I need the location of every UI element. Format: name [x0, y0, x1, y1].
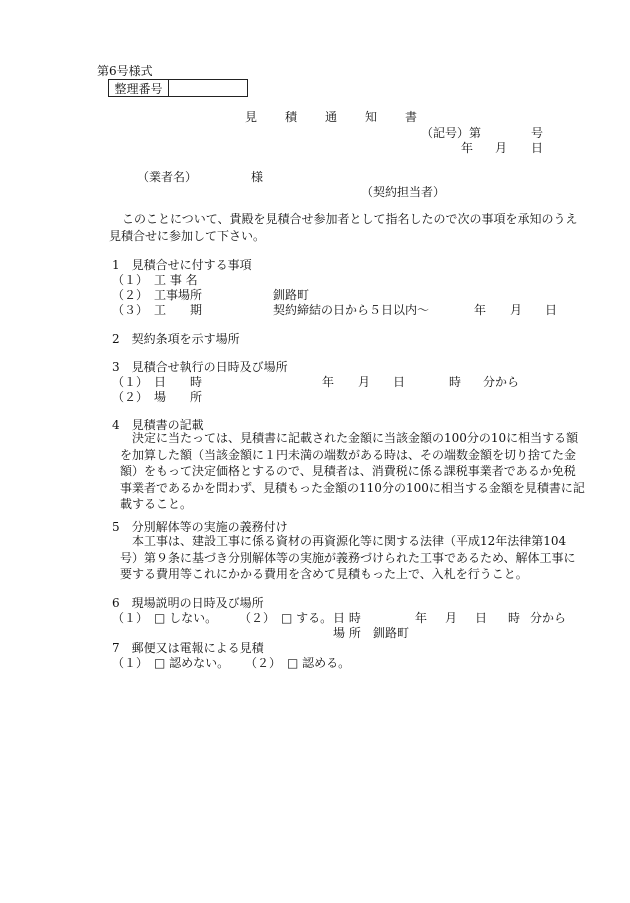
date-day-label: 日: [531, 141, 544, 155]
site-briefing-yes-option[interactable]: （２） □ する。: [239, 611, 333, 625]
execution-datetime-label: （１） 日 時: [112, 375, 203, 389]
date-year-label: 年: [461, 141, 474, 155]
section-1-title: 1 見積合せに付する事項: [112, 258, 252, 272]
title-char: 通: [325, 110, 338, 124]
execution-year-label: 年: [322, 375, 335, 389]
period-month-label: 月: [510, 303, 523, 317]
section-4-line: 載すること。: [120, 497, 193, 511]
briefing-year-label: 年: [415, 611, 428, 625]
briefing-day-label: 日: [475, 611, 488, 625]
briefing-place-value: 釧路町: [373, 626, 410, 640]
construction-period-label: （３） 工 期: [112, 303, 203, 317]
title-char: 書: [405, 110, 418, 124]
section-4-title: 4 見積書の記載: [112, 418, 204, 432]
briefing-place-label: 場 所: [333, 626, 361, 640]
title-char: 見: [245, 110, 258, 124]
mail-telegram-deny-option[interactable]: （１） □ 認めない。: [112, 656, 230, 670]
construction-location-label: （２） 工事場所: [112, 288, 203, 302]
record-number-suffix: 号: [531, 126, 544, 140]
mail-telegram-allow-option[interactable]: （２） □ 認める。: [245, 656, 351, 670]
execution-place-label: （２） 場 所: [112, 390, 203, 404]
execution-month-label: 月: [358, 375, 371, 389]
briefing-datetime-label: 日 時: [333, 611, 361, 625]
section-4-line: 事業者であるかを問わず、見積もった金額の110分の100に相当する金額を見積書に記: [120, 480, 585, 495]
construction-name-label: （１） 工 事 名: [112, 273, 198, 287]
intro-text-line: このことについて、貴殿を見積合せ参加者として指名したので次の事項を承知のうえ: [122, 212, 578, 226]
section-6-title: 6 現場説明の日時及び場所: [112, 596, 264, 610]
reference-number-label: 整理番号: [109, 80, 169, 96]
section-7-title: 7 郵便又は電報による見積: [112, 641, 264, 655]
briefing-minute-label: 分から: [530, 611, 567, 625]
execution-hour-label: 時: [449, 375, 462, 389]
date-month-label: 月: [495, 141, 508, 155]
title-char: 知: [365, 110, 378, 124]
execution-minute-label: 分から: [483, 375, 520, 389]
section-5-line: 本工事は、建設工事に係る資材の再資源化等に関する法律（平成12年法律第104: [120, 534, 567, 548]
execution-day-label: 日: [393, 375, 406, 389]
intro-text-line: 見積合せに参加して下さい。: [109, 229, 266, 243]
reference-number-box: [108, 79, 248, 97]
briefing-hour-label: 時: [508, 611, 521, 625]
section-4-body: [120, 430, 585, 513]
period-day-label: 日: [545, 303, 558, 317]
section-2-title: 2 契約条項を示す場所: [112, 332, 240, 346]
period-year-label: 年: [474, 303, 487, 317]
vendor-name-label: （業者名）: [137, 170, 198, 184]
section-4-line: 決定に当たっては、見積書に記載された金額に当該金額の100分の10に相当する額: [120, 431, 579, 445]
title-char: 積: [285, 110, 298, 124]
construction-location-value: 釧路町: [273, 288, 310, 302]
section-5-body: [120, 533, 580, 583]
section-5-line: 要する費用等これにかかる費用を含めて見積もった上で、入札を行うこと。: [120, 567, 528, 581]
section-3-title: 3 見積合せ執行の日時及び場所: [112, 360, 288, 374]
section-5-title: 5 分別解体等の実施の義務付け: [112, 520, 288, 534]
site-briefing-no-option[interactable]: （１） □ しない。: [112, 611, 218, 625]
contract-officer-label: （契約担当者）: [361, 185, 446, 199]
section-4-line: 額）をもって決定価格とするので、見積者は、消費税に係る課税事業者であるか免税: [120, 464, 576, 478]
form-number-label: 第6号様式: [97, 64, 153, 78]
honorific-label: 様: [251, 170, 264, 184]
section-5-line: 号）第９条に基づき分別解体等の実施が義務づけられた工事であるため、解体工事に: [120, 550, 576, 565]
reference-number-value[interactable]: [169, 80, 247, 96]
record-number-label: （記号）第: [421, 126, 482, 140]
section-4-line: を加算した額（当該金額に１円未満の端数がある時は、その端数金額を切り捨てた金: [120, 447, 577, 462]
construction-period-value: 契約締結の日から５日以内～: [273, 303, 430, 317]
briefing-month-label: 月: [445, 611, 458, 625]
